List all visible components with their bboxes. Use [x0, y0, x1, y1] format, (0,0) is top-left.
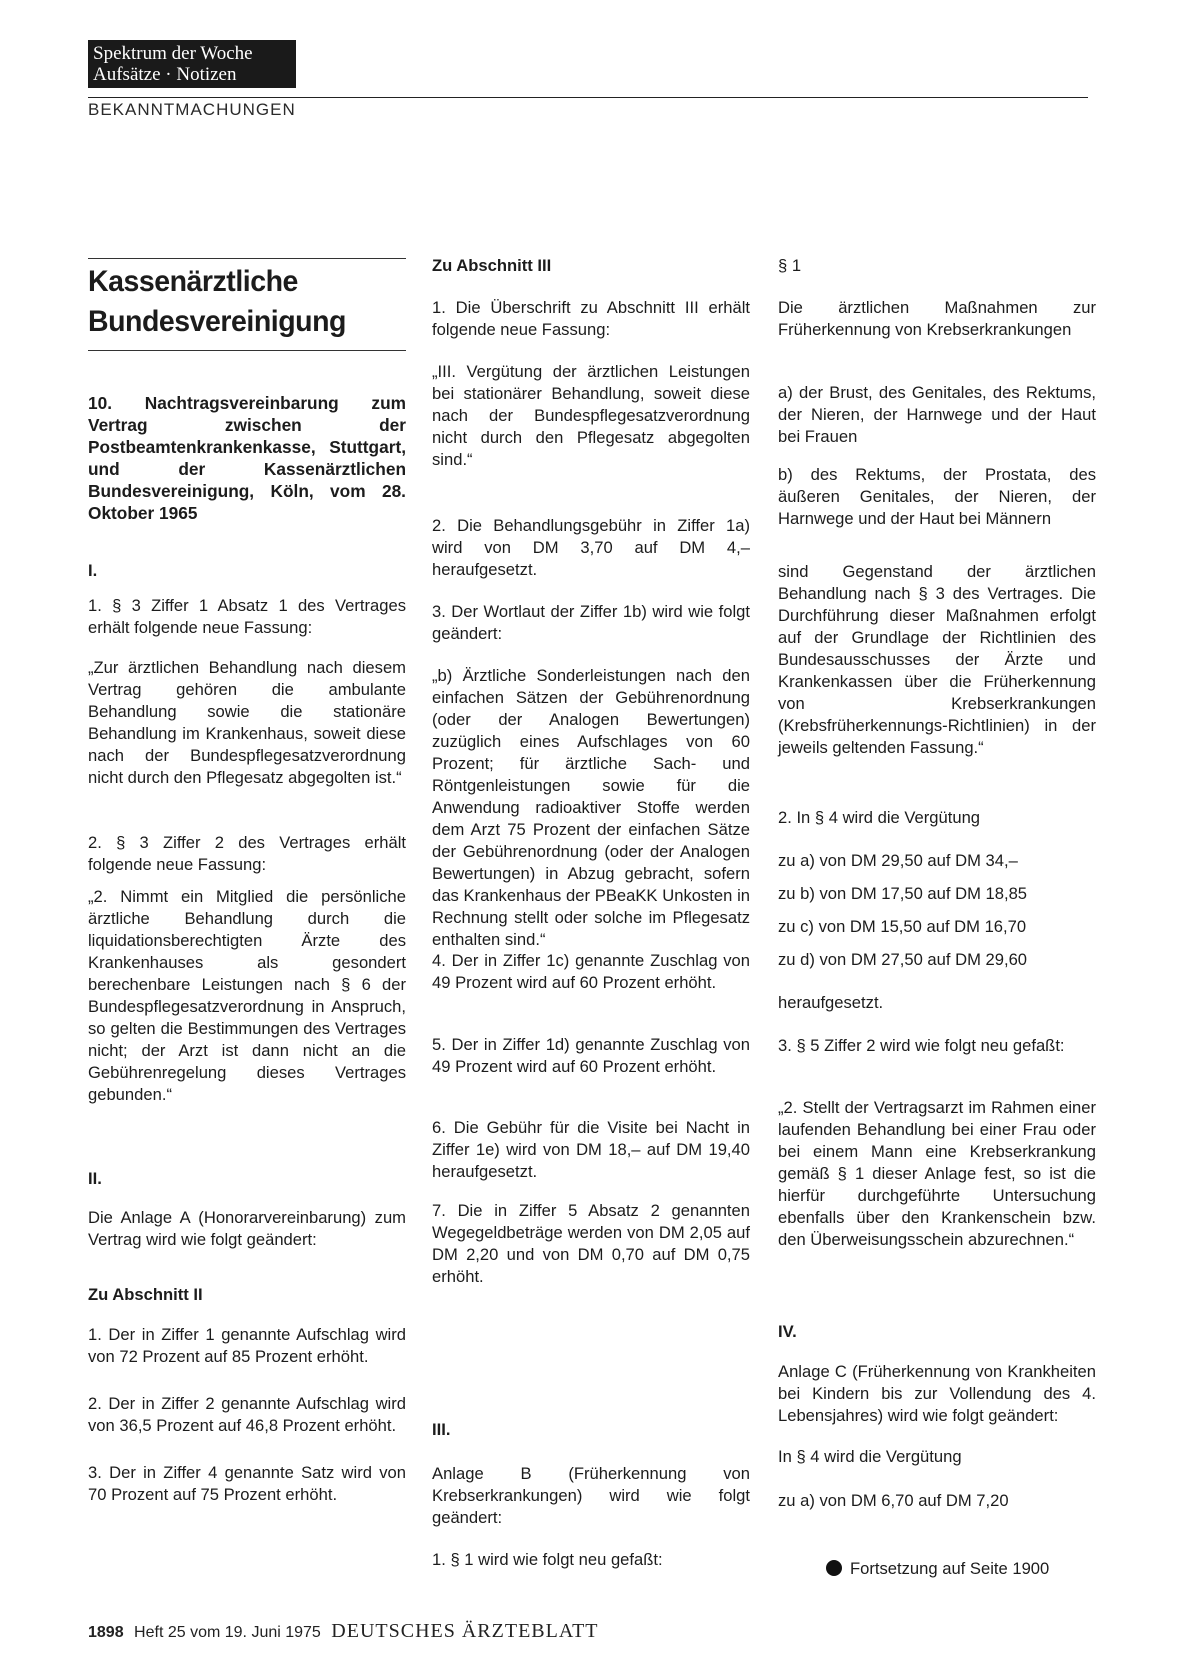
paragraph: 2. In § 4 wird die Vergütung	[778, 808, 981, 827]
issue-info: Heft 25 vom 19. Juni 1975	[134, 1624, 321, 1641]
paragraph: „b) Ärztliche Sonderleistungen nach den einfachen Sätzen der Gebührenordnung (oder der Analogen Bewertungen) zuzüglich eines Aufschlages von 60 Prozent; für ärztliche Sach- und Röntgenleistungen sowie für die Anwendung radioaktiver Stoffe werden dem Arzt 75 Prozent der einfachen Sätze der Gebührenordnung (oder der Analogen Bewertungen) in Abzug gebracht, sofern das Krankenhaus der PBeaKK Unkosten in Rechnung stellt oder solche im Pflegesatz enthalten sind.“	[432, 666, 750, 949]
section-heading: Zu Abschnitt III	[432, 256, 552, 275]
paragraph: 1. Der in Ziffer 1 genannte Aufschlag wird von 72 Prozent auf 85 Prozent erhöht.	[88, 1325, 406, 1366]
title-line-2: Bundesvereinigung	[88, 305, 346, 338]
paragraph: 2. Der in Ziffer 2 genannte Aufschlag wird von 36,5 Prozent auf 46,8 Prozent erhöht.	[88, 1394, 406, 1435]
paragraph: 1. § 1 wird wie folgt neu gefaßt:	[432, 1550, 663, 1569]
paragraph: „2. Nimmt ein Mitglied die persönliche ärztliche Behandlung durch die liquidationsberechtigten Ärzte des Krankenhauses als gesondert berechenbare Leistungen nach § 6 der Bundespflegesatzverordnung in Anspruch, so gelten die Bestimmungen des Vertrages nicht; der Arzt ist dann nicht an die Gebührenregelung dieses Vertrages gebunden.“	[88, 887, 406, 1104]
section-heading: II.	[88, 1169, 102, 1188]
paragraph: 1. § 3 Ziffer 1 Absatz 1 des Vertrages erhält folgende neue Fassung:	[88, 596, 406, 637]
paragraph: zu a) von DM 6,70 auf DM 7,20	[778, 1491, 1009, 1510]
bullet-dot-icon	[826, 1560, 842, 1576]
title-top-rule	[88, 258, 406, 259]
paragraph: heraufgesetzt.	[778, 993, 884, 1012]
paragraph: „2. Stellt der Vertragsarzt im Rahmen einer laufenden Behandlung bei einer Frau oder bei einem Mann eine Krebserkrankung gemäß § 1 dieser Anlage fest, so ist die hierfür durchgeführte Untersuchung ebenfalls über den Krankenschein bzw. den Überweisungsschein abzurechnen.“	[778, 1098, 1096, 1249]
paragraph: b) des Rektums, der Prostata, des äußeren Genitales, der Nieren, der Harnwege und der Haut bei Männern	[778, 465, 1096, 528]
page-number: 1898	[88, 1624, 124, 1641]
section-heading: Zu Abschnitt II	[88, 1285, 203, 1304]
header-rule	[88, 97, 1088, 98]
paragraph: a) der Brust, des Genitales, des Rektums, der Nieren, der Harnwege und der Haut bei Frauen	[778, 383, 1096, 446]
article-title	[88, 262, 392, 342]
magazine-name: DEUTSCHES ÄRZTEBLATT	[331, 1620, 599, 1642]
section-heading: IV.	[778, 1322, 797, 1341]
paragraph: 3. Der Wortlaut der Ziffer 1b) wird wie folgt geändert:	[432, 602, 750, 643]
paragraph: 3. Der in Ziffer 4 genannte Satz wird von 70 Prozent auf 75 Prozent erhöht.	[88, 1463, 406, 1504]
paragraph: 2. Die Behandlungsgebühr in Ziffer 1a) wird von DM 3,70 auf DM 4,– heraufgesetzt.	[432, 516, 750, 579]
header-logo-box	[88, 40, 296, 88]
paragraph: „Zur ärztlichen Behandlung nach diesem Vertrag gehören die ambulante Behandlung sowie die stationäre Behandlung im Krankenhaus, soweit diese nach der Bundespflegesatzverordnung nicht durch den Pflegesatz abgegolten ist.“	[88, 658, 406, 787]
header-line-2: Aufsätze · Notizen	[93, 64, 237, 85]
title-bottom-rule	[88, 350, 406, 351]
paragraph: Die ärztlichen Maßnahmen zur Früherkennung von Krebserkrankungen	[778, 298, 1096, 339]
page-footer	[88, 1620, 599, 1643]
paragraph: 6. Die Gebühr für die Visite bei Nacht in Ziffer 1e) wird von DM 18,– auf DM 19,40 heraufgesetzt.	[432, 1118, 750, 1181]
section-heading: III.	[432, 1420, 451, 1439]
header-line-1: Spektrum der Woche	[93, 43, 253, 64]
paragraph: 4. Der in Ziffer 1c) genannte Zuschlag von 49 Prozent wird auf 60 Prozent erhöht.	[432, 951, 750, 992]
section-label: BEKANNTMACHUNGEN	[88, 100, 296, 119]
paragraph: 2. § 3 Ziffer 2 des Vertrages erhält folgende neue Fassung:	[88, 833, 406, 874]
paragraph: Anlage B (Früherkennung von Krebserkrankungen) wird wie folgt geändert:	[432, 1464, 750, 1527]
paragraph: 1. Die Überschrift zu Abschnitt III erhält folgende neue Fassung:	[432, 298, 750, 339]
paragraph: Die Anlage A (Honorarvereinbarung) zum Vertrag wird wie folgt geändert:	[88, 1208, 406, 1249]
paragraph: § 1	[778, 256, 802, 275]
continuation-note	[826, 1559, 1049, 1579]
paragraph: sind Gegenstand der ärztlichen Behandlung nach § 3 des Vertrages. Die Durchführung dieser Maßnahmen erfolgt auf der Grundlage der Richtlinien des Bundesausschusses der Ärzte und Krankenkassen über die Früherkennung von Krebserkrankungen (Krebsfrüherkennungs-Richtlinien) in der jeweils geltenden Fassung.“	[778, 562, 1096, 757]
paragraph: zu d) von DM 27,50 auf DM 29,60	[778, 950, 1028, 969]
paragraph: In § 4 wird die Vergütung	[778, 1447, 962, 1466]
paragraph: 7. Die in Ziffer 5 Absatz 2 genannten Wegegeldbeträge werden von DM 2,05 auf DM 2,20 und von DM 0,70 auf DM 0,75 erhöht.	[432, 1201, 750, 1286]
title-line-1: Kassenärztliche	[88, 265, 298, 298]
paragraph: zu a) von DM 29,50 auf DM 34,–	[778, 851, 1018, 870]
article-subtitle: 10. Nachtragsvereinbarung zum Vertrag zwischen der Postbeamtenkrankenkasse, Stuttgart, und der Kassenärztlichen Bundesvereinigung, Köln, vom 28. Oktober 1965	[88, 393, 406, 523]
paragraph: 5. Der in Ziffer 1d) genannte Zuschlag von 49 Prozent wird auf 60 Prozent erhöht.	[432, 1035, 750, 1076]
paragraph: 3. § 5 Ziffer 2 wird wie folgt neu gefaßt:	[778, 1036, 1065, 1055]
section-heading: I.	[88, 561, 98, 580]
paragraph: zu b) von DM 17,50 auf DM 18,85	[778, 884, 1028, 903]
paragraph: zu c) von DM 15,50 auf DM 16,70	[778, 917, 1027, 936]
paragraph: „III. Vergütung der ärztlichen Leistungen bei stationärer Behandlung, soweit diese nach der Bundespflegesatzverordnung nicht durch den Pflegesatz abgegolten sind.“	[432, 362, 750, 469]
paragraph: Anlage C (Früherkennung von Krankheiten bei Kindern bis zur Vollendung des 4. Lebensjahres) wird wie folgt geändert:	[778, 1362, 1096, 1425]
continuation-text: Fortsetzung auf Seite 1900	[850, 1559, 1050, 1578]
